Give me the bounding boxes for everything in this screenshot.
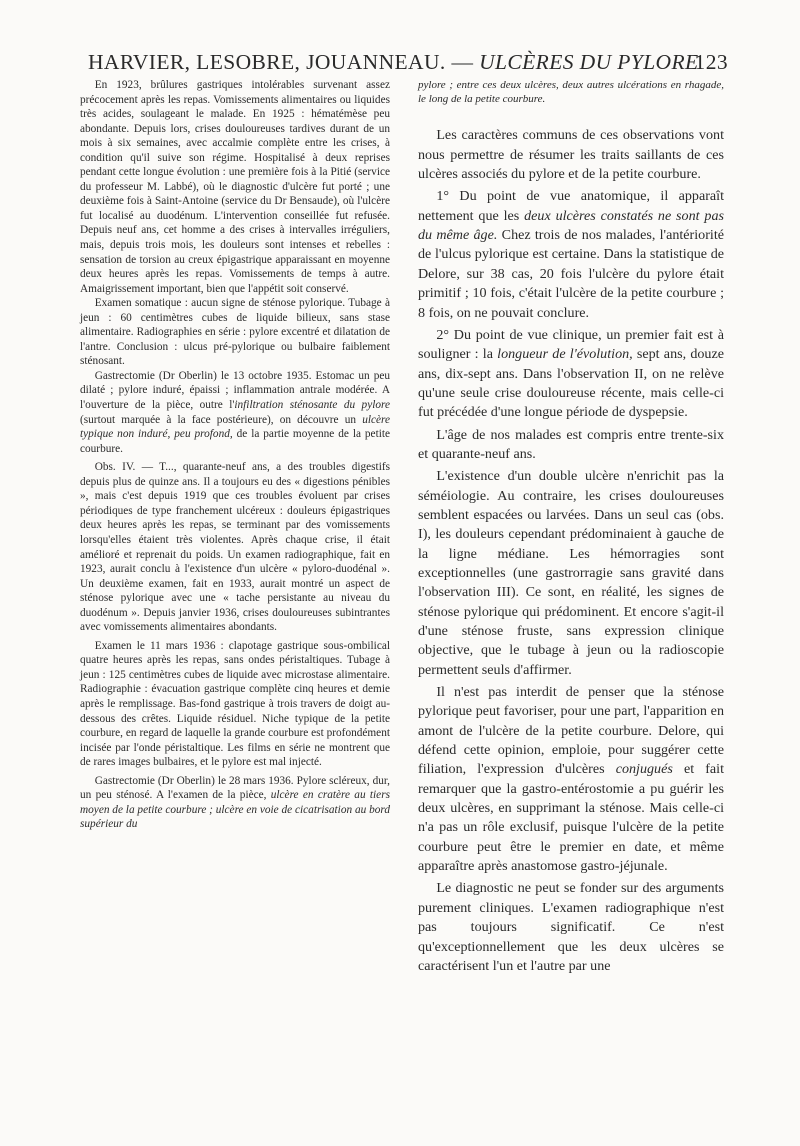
emphasis: ulcère typique non induré, peu profond, — [80, 413, 390, 441]
emphasis: conjugués — [615, 761, 673, 778]
text-run: et fait remarquer que la gastro-entérostomie a pu guérir les deux ulcères, en supprimant la sténose. Mais celle-ci n'a pas un rôle exclusif, puisque l'ulcère de la petite courbure peut être le premier en date, et même apparaître après anastomose gastro-jéjunale. — [418, 761, 724, 875]
running-header — [88, 50, 728, 80]
left-paragraph-history: En 1923, brûlures gastriques intolérables survenant assez précocement après les repas. Vomissements alimentaires ou liquides très acides, soulageant le malade. En 1925 : hématémèse peu abondante. Depuis lors, crises douloureuses tardives durant de un mois à six semaines, avec accalmie complète entre les crises, à condition qu'il suive son régime. Hospitalisé à deux reprises pendant cette longue évolution : une première fois à la Pitié (service du professeur M. Labbé), où le diagnostic d'ulcère fut porté ; une deuxième fois à Saint-Antoine (service du Dr Bensaude), où l'ulcère fut localisé au duodénum. L'intervention conseillée fut refusée. Depuis neuf ans, cet homme a des crises à intervalles irréguliers, mais, depuis trois mois, les douleurs sont intenses et rebelles : sensation de torsion au creux épigastrique apparaissant en moyenne deux heures après les repas. Vomissements de temps à autre. Amaigrissement important, bien que l'appétit soit conservé. — [80, 79, 390, 295]
page-number: 123 — [694, 50, 728, 74]
right-paragraph-semiology: L'existence d'un double ulcère n'enrichit pas la séméiologie. Au contraire, les crises douloureuses semblent espacées ou larvées. Dans un seul cas (obs. I), les douleurs cependant prédominaient à gauche de la ligne médiane. Les hémorragies sont exceptionnelles (une gastrorragie sans gravité dans l'observation III). Ce sont, en réalité, les signes de sténose pylorique qui prédominent. Et encore s'agit-il d'une sténose fruste, sans expression clinique objective, que le tubage à jeun ou la radioscopie permettent seuls d'affirmer. — [418, 468, 724, 678]
right-paragraph-clinical — [418, 326, 724, 423]
header-subject: ULCÈRES DU PYLORE — [479, 50, 699, 74]
text-run: 2° Du point de vue clinique, un premier fait est à souligner : la — [418, 326, 724, 363]
text-run: Chez trois de nos malades, l'antériorité de l'ulcus pylorique est certaine. Dans la statistique de Delore, sur 38 cas, 20 fois l'ulcère du pylore était primitif ; 10 fois, c'était l'ulcère de la petite courbure ; 8 fois, on ne pouvait conclure. — [418, 227, 724, 321]
emphasis: longueur de l'évolution, — [497, 346, 633, 363]
right-note-continuation — [418, 78, 724, 106]
emphasis: infiltration sténosante du pylore — [234, 399, 390, 412]
text-run: Gastrectomie (Dr Oberlin) le 28 mars 1936. Pylore scléreux, dur, un peu sténosé. A l'examen de la pièce, — [80, 774, 390, 802]
left-column — [80, 78, 390, 832]
text-run: Il n'est pas interdit de penser que la sténose pylorique peut favoriser, pour une part, l'apparition en amont de l'ulcère de la petite courbure. Delore, qui défend cette opinion, emploie, pour suggérer cette filiation, l'expression d'ulcères — [418, 684, 724, 778]
text-run: Gastrectomie (Dr Oberlin) le 13 octobre 1935. Estomac un peu dilaté ; pylore induré, épaissi ; inflammation antrale modérée. A l'ouverture de la pièce, outre l' — [80, 369, 390, 412]
right-paragraph-age: L'âge de nos malades est compris entre trente-six et quarante-neuf ans. — [418, 426, 724, 462]
text-run: de la partie moyenne de la petite courbure. — [80, 428, 390, 455]
emphasis: deux ulcères constatés ne sont pas du même âge. — [418, 207, 724, 244]
running-title — [88, 50, 699, 74]
text-run: pylore ; entre ces deux ulcères, — [418, 79, 563, 91]
text-run: sept ans, douze ans, dix-sept ans. Dans l'observation II, on ne relève qu'une seule crise douloureuse récente, mais celle-ci fut précédée d'une longue période de dyspepsie. — [418, 346, 724, 421]
text-run: deux autres ulcérations en rhagade, le long de la petite courbure. — [418, 79, 725, 106]
left-paragraph-obs4: Obs. IV. — T..., quarante-neuf ans, a des troubles digestifs depuis plus de quinze ans. Il a toujours eu des « digestions pénibles », mais c'est depuis 1919 que ces troubles évoluent par crises périodiques de type franchement ulcéreux : douleurs épigastriques deux heures après les repas, se terminant par des vomissements lorsqu'elles étaient très violentes. Après chaque crise, il était amélioré et reprenait du poids. Un examen radiographique, fait en 1923, aurait conclu à l'existence d'un ulcère « pyloro-duodénal ». Un deuxième examen, fait en 1933, aurait montré un aspect de sténose pylorique avec une « tache persistante au niveau du duodénum ». Depuis janvier 1936, crises douloureuses subintrantes avec vomissements alimentaires abondants. — [80, 461, 390, 634]
left-paragraph-surgery — [80, 369, 390, 456]
right-column — [418, 78, 724, 976]
header-authors: HARVIER, LESOBRE, JOUANNEAU. — [88, 50, 446, 74]
left-paragraph-surgery2 — [80, 774, 390, 832]
emphasis: ulcère en cratère au tiers moyen de la petite courbure ; ulcère en voie de cicatrisation au bord supérieur du — [80, 789, 390, 831]
right-paragraph-diagnosis: Le diagnostic ne peut se fonder sur des arguments purement cliniques. L'examen radiographique n'est pas toujours significatif. Ce n'est qu'exceptionnellement que les deux ulcères se caractérisent l'un et l'autre par une — [418, 880, 724, 974]
right-paragraph-anatomy — [418, 187, 724, 322]
header-separator: — — [445, 50, 480, 74]
right-paragraph-stenosis — [418, 683, 724, 876]
text-run: (surtout marquée à la face postérieure), on découvre un — [80, 413, 363, 426]
left-paragraph-exam2: Examen le 11 mars 1936 : clapotage gastrique sous-ombilical quatre heures après les repas, sans ondes péristaltiques. Tubage à jeun : 125 centimètres cubes de liquide avec microstase alimentaire. Radiographie : évacuation gastrique complète cinq heures et demie après le remplissage. Bas-fond gastrique à trois travers de doigt au-dessous des crêtes. Liquide résiduel. Niche typique de la petite courbure, en regard de laquelle la grande courbure est profondément incisée par l'onde péristaltique. Les films en série ne montrent que de rares images bulbaires, et le pylore est mal injecté. — [80, 639, 390, 769]
left-paragraph-exam: Examen somatique : aucun signe de sténose pylorique. Tubage à jeun : 60 centimètres cubes de liquide bilieux, sans stase alimentaire. Radiographies en série : pylore excentré et dilatation de l'antre. Conclusion : ulcus pré-pylorique ou bulbaire faiblement sténosant. — [80, 297, 390, 368]
text-run: 1° Du point de vue anatomique, il apparaît nettement que les — [418, 188, 724, 224]
right-paragraph-intro: Les caractères communs de ces observations vont nous permettre de résumer les traits saillants de ces ulcères associés du pylore et de la petite courbure. — [418, 127, 724, 183]
